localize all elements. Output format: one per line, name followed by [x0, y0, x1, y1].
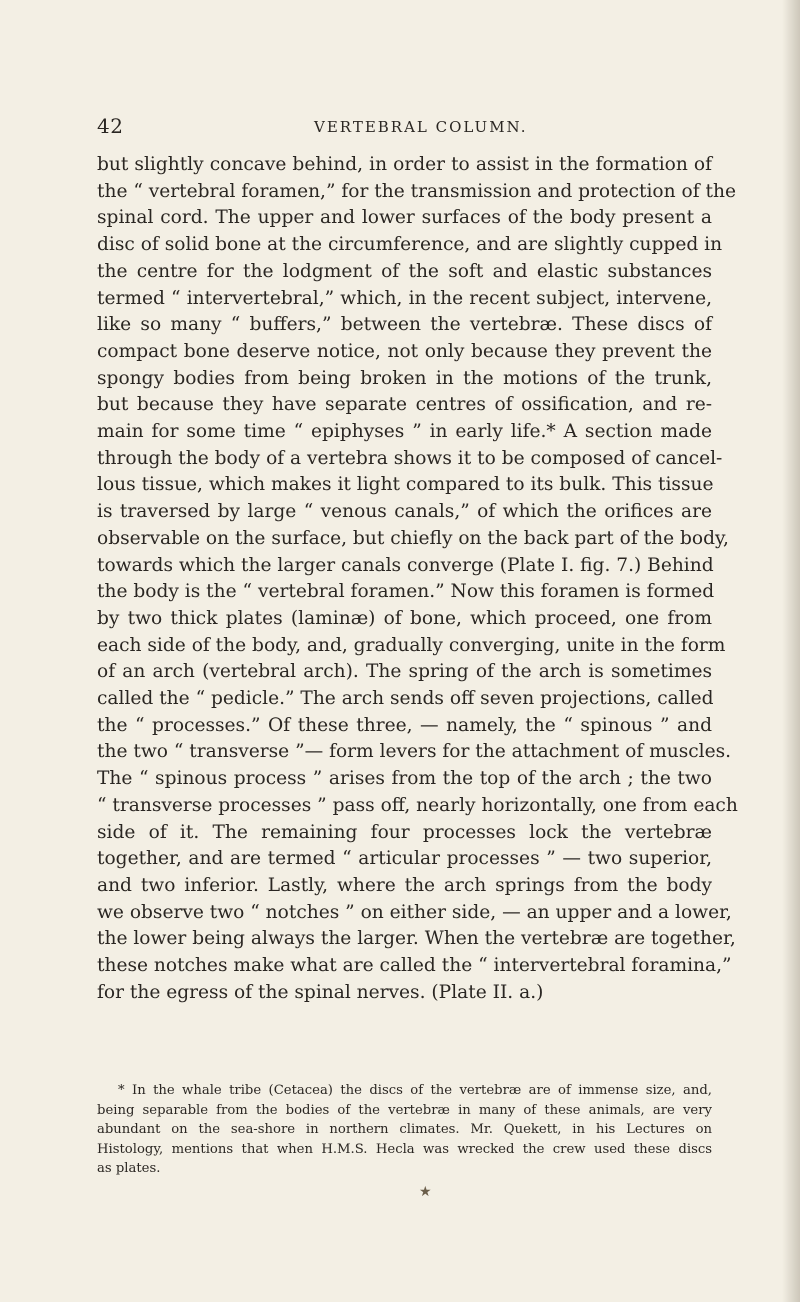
text-line: but because they have separate centres of ossification, and re-	[97, 394, 712, 416]
text-line: through the body of a vertebra shows it to be composed of cancel-	[97, 447, 723, 469]
footnote-line: abundant on the sea-shore in northern climates. Mr. Quekett, in his Lectures on	[97, 1122, 712, 1138]
text-line: called the “ pedicle.” The arch sends off seven projections, called	[97, 688, 714, 710]
text-line: is traversed by large “ venous canals,” of which the orifices are	[97, 501, 712, 523]
text-line: “ transverse processes ” pass off, nearly horizontally, one from each	[97, 794, 738, 816]
footnote-line: * In the whale tribe (Cetacea) the discs of the vertebræ are of immense size, and,	[118, 1083, 712, 1098]
running-title: VERTEBRAL COLUMN.	[314, 118, 528, 136]
footnote-line: Histology, mentions that when H.M.S. Hecla was wrecked the crew used these discs	[97, 1141, 712, 1157]
text-line: we observe two “ notches ” on either side, — an upper and a lower,	[97, 901, 732, 923]
text-line: observable on the surface, but chiefly on the back part of the body,	[97, 527, 729, 549]
footnote-line: as plates.	[97, 1161, 161, 1177]
text-line: these notches make what are called the “ intervertebral foramina,”	[97, 955, 732, 977]
text-line: spongy bodies from being broken in the motions of the trunk,	[97, 367, 712, 389]
page-edge-shadow	[782, 0, 800, 1302]
text-line: and two inferior. Lastly, where the arch springs from the body	[97, 874, 712, 896]
footnote-line: being separable from the bodies of the vertebræ in many of these animals, are very	[97, 1102, 712, 1118]
text-line: main for some time “ epiphyses ” in early life.* A section made	[97, 421, 712, 443]
text-line: but slightly concave behind, in order to assist in the formation of	[97, 154, 712, 175]
text-line: disc of solid bone at the circumference, and are slightly cupped in	[97, 234, 723, 256]
text-line: the two “ transverse ”— form levers for the attachment of muscles.	[97, 741, 732, 763]
text-line: by two thick plates (laminæ) of bone, which proceed, one from	[97, 607, 712, 629]
page-number: 42	[97, 114, 124, 138]
text-line: for the egress of the spinal nerves. (Plate II. a.)	[97, 981, 544, 1003]
text-line: the centre for the lodgment of the soft and elastic substances	[97, 260, 712, 282]
text-line: termed “ intervertebral,” which, in the recent subject, intervene,	[97, 287, 712, 309]
text-line: like so many “ buffers,” between the vertebræ. These discs of	[97, 314, 712, 336]
text-line: the lower being always the larger. When the vertebræ are together,	[97, 928, 736, 950]
text-line: The “ spinous process ” arises from the top of the arch ; the two	[97, 768, 712, 790]
text-line: the “ vertebral foramen,” for the transmission and protection of the	[97, 180, 736, 202]
text-line: spinal cord. The upper and lower surfaces of the body present a	[97, 207, 712, 229]
text-line: side of it. The remaining four processes lock the vertebræ	[97, 821, 712, 843]
text-line: together, and are termed “ articular processes ” — two superior,	[97, 848, 712, 870]
running-header	[0, 110, 800, 140]
footnote	[97, 1081, 712, 1179]
printer-signature-mark: ★	[419, 1184, 432, 1200]
text-line: the body is the “ vertebral foramen.” Now this foramen is formed	[97, 581, 715, 603]
text-line: of an arch (vertebral arch). The spring of the arch is sometimes	[97, 661, 712, 683]
text-line: each side of the body, and, gradually converging, unite in the form	[97, 634, 726, 656]
main-text-block	[97, 152, 738, 1007]
text-line: the “ processes.” Of these three, — namely, the “ spinous ” and	[97, 714, 712, 736]
text-line: towards which the larger canals converge (Plate I. fig. 7.) Behind	[97, 554, 714, 576]
text-line: lous tissue, which makes it light compared to its bulk. This tissue	[97, 474, 714, 496]
text-line: compact bone deserve notice, not only because they prevent the	[97, 340, 712, 362]
